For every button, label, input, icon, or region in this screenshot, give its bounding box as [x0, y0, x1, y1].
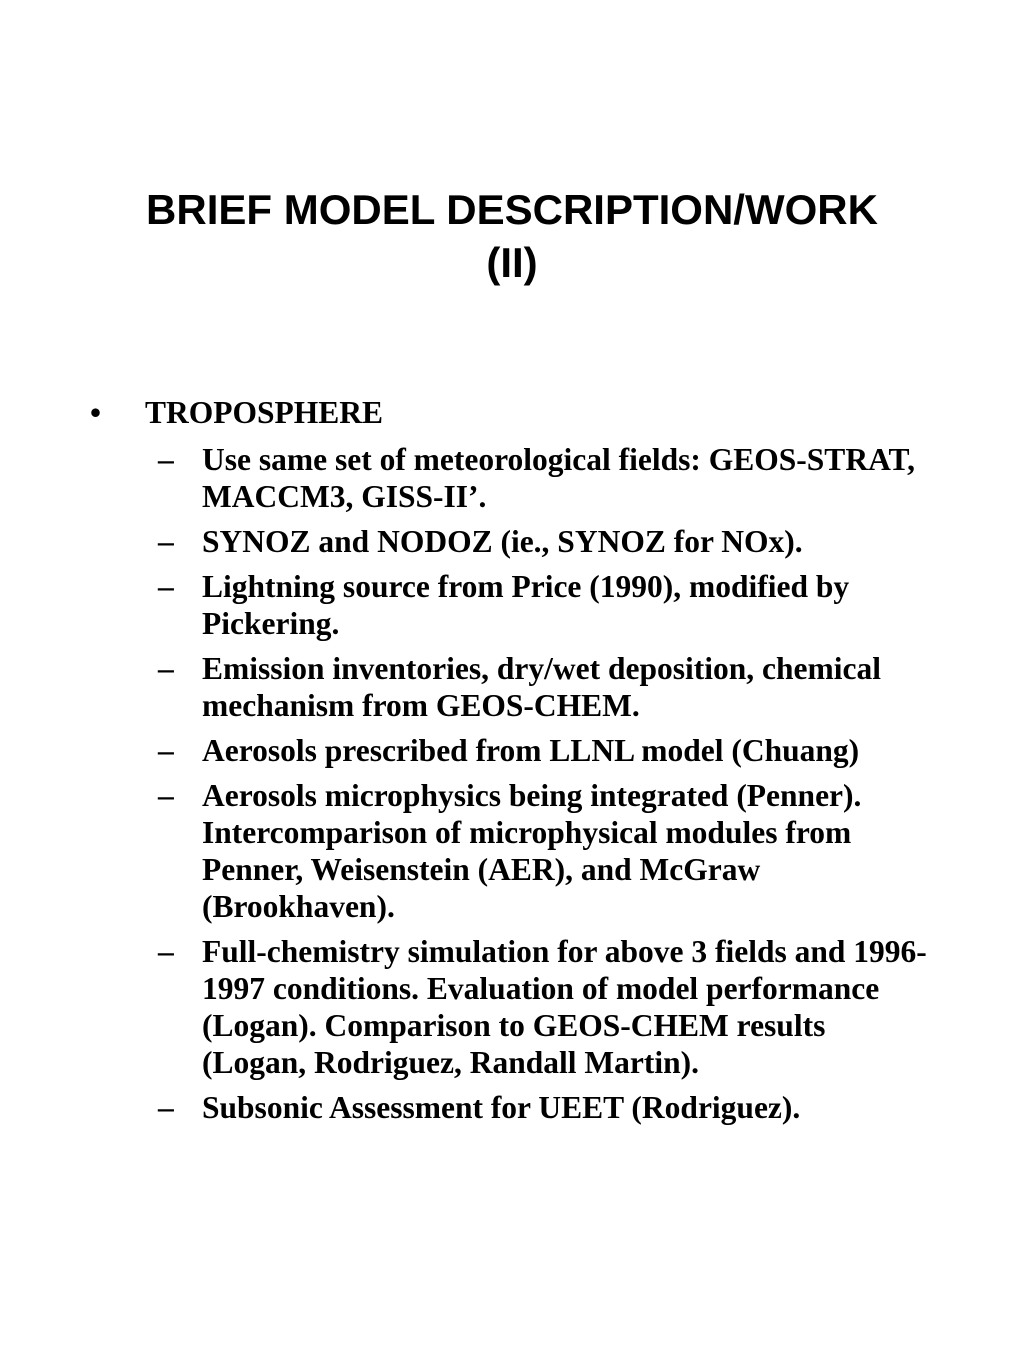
dash-marker: – — [158, 569, 174, 604]
sub-bullet-item — [0, 441, 1024, 515]
sub-bullet-item — [0, 1089, 1024, 1126]
dash-marker: – — [158, 733, 174, 768]
dash-marker: – — [158, 524, 174, 559]
sub-bullet-text: Emission inventories, dry/wet deposition, chemical mechanism from GEOS-CHEM. — [202, 651, 881, 723]
sub-bullet-text: Use same set of meteorological fields: GEOS-STRAT, MACCM3, GISS-II’. — [202, 442, 916, 514]
section-heading: TROPOSPHERE — [145, 395, 384, 430]
slide-body — [0, 394, 1024, 1134]
sub-bullet-item — [0, 523, 1024, 560]
slide-title — [60, 183, 964, 289]
sub-bullet-item — [0, 777, 1024, 925]
sub-bullet-item — [0, 732, 1024, 769]
sub-bullet-item — [0, 650, 1024, 724]
bullet-troposphere — [0, 394, 1024, 431]
dash-marker: – — [158, 778, 174, 813]
dash-marker: – — [158, 651, 174, 686]
dash-marker: – — [158, 442, 174, 477]
sub-bullet-text: Lightning source from Price (1990), modified by Pickering. — [202, 569, 850, 641]
sub-bullet-list — [0, 441, 1024, 1126]
dash-marker: – — [158, 934, 174, 969]
sub-bullet-text: SYNOZ and NODOZ (ie., SYNOZ for NOx). — [202, 524, 803, 559]
sub-bullet-text: Aerosols microphysics being integrated (Penner). Intercomparison of microphysical modules from Penner, Weisenstein (AER), and McGraw (Brookhaven). — [202, 778, 862, 924]
bullet-marker: • — [90, 395, 102, 430]
sub-bullet-text: Subsonic Assessment for UEET (Rodriguez). — [202, 1090, 801, 1125]
slide-title-line-2: (II) — [486, 239, 538, 286]
sub-bullet-item — [0, 568, 1024, 642]
sub-bullet-text: Aerosols prescribed from LLNL model (Chuang) — [202, 733, 860, 768]
sub-bullet-item — [0, 933, 1024, 1081]
dash-marker: – — [158, 1090, 174, 1125]
sub-bullet-text: Full-chemistry simulation for above 3 fields and 1996-1997 conditions. Evaluation of model performance (Logan). Comparison to GEOS-CHEM results (Logan, Rodriguez, Randall Martin). — [202, 934, 927, 1080]
slide-title-line-1: BRIEF MODEL DESCRIPTION/WORK — [146, 186, 878, 233]
